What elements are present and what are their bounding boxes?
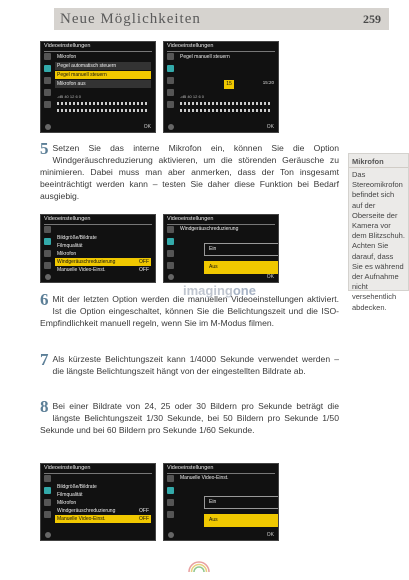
screen-title: Videoeinstellungen xyxy=(44,465,152,474)
help-icon xyxy=(168,274,174,280)
step-7 xyxy=(40,350,339,377)
ok-label: OK xyxy=(143,124,151,130)
page-number: 259 xyxy=(363,12,381,26)
step-text: Bei einer Bildrate von 24, 25 oder 30 Bildern pro Sekunde beträgt die längste Belichtungszeit 1/30 Sekunde, bei 50 Bildern pro Sekunde 1/50 Sekunde und bei 60 Bildern pro Sekunde 1/60 Sekunde. xyxy=(40,401,339,435)
level-value[interactable]: 15 xyxy=(224,80,234,89)
ok-label: OK xyxy=(266,124,274,130)
ok-label: OK xyxy=(266,532,274,538)
help-icon xyxy=(45,124,51,130)
option-ein[interactable]: Ein xyxy=(204,496,279,509)
step-text: Als kürzeste Belichtungszeit kann 1/4000 Sekunde verwendet werden – die längste Belichtungszeit hängt von der eingestellten Bildrate ab. xyxy=(52,354,339,376)
page-header xyxy=(54,8,389,30)
menu-item[interactable]: Pegel automatisch steuern xyxy=(55,62,151,70)
step-number: 8 xyxy=(40,397,49,416)
menu-tabs xyxy=(166,226,175,270)
menu-item[interactable]: Bildgröße/Bildrate xyxy=(57,484,97,490)
menu-item[interactable]: Windgeräuschreduzierung OFF xyxy=(57,508,149,514)
help-icon xyxy=(45,532,51,538)
chapter-title: Neue Möglichkeiten xyxy=(60,11,201,27)
level-right: 15:20 xyxy=(262,80,274,85)
screen-subtitle: Manuelle Video-Einst. xyxy=(180,475,229,481)
ok-label: OK xyxy=(266,274,274,280)
screen-title: Videoeinstellungen xyxy=(167,43,275,52)
menu-item-selected[interactable]: Pegel manuell steuern xyxy=(55,71,151,79)
option-aus[interactable]: Aus xyxy=(204,261,279,274)
step-5 xyxy=(40,139,339,202)
level-meter-r xyxy=(57,109,149,112)
level-scale: -dB 40 12 6 0 xyxy=(57,94,82,99)
camera-screen-manuelle-video xyxy=(163,463,279,541)
menu-item[interactable]: Mikrofon aus xyxy=(55,80,151,88)
level-meter-r xyxy=(180,109,272,112)
camera-screen-videoeinstellungen xyxy=(40,214,156,283)
menu-item[interactable]: Manuelle Video-Einst. OFF xyxy=(57,267,149,273)
camera-screen-windgeraeusch xyxy=(163,214,279,283)
step-text: Setzen Sie das interne Mikrofon ein, können Sie die Option Windgeräuschreduzierung aktivieren, um die störenden Geräusche zu minimieren. Dabei muss man aber anmerken, dass der Ton insgesamt beeinträchtigt werden kann – testen Sie daher diese Funktion bei Bedarf ausgiebig. xyxy=(40,143,339,201)
publisher-logo-icon xyxy=(186,560,212,574)
menu-item[interactable]: Bildgröße/Bildrate xyxy=(57,235,97,241)
sidebar-note xyxy=(348,153,409,312)
menu-tabs xyxy=(43,475,52,528)
screen-subtitle: Windgeräuschreduzierung xyxy=(180,226,239,232)
menu-item[interactable]: Filmqualität xyxy=(57,492,83,498)
screen-title: Videoeinstellungen xyxy=(44,43,152,52)
menu-item[interactable]: Mikrofon xyxy=(57,500,77,506)
step-number: 5 xyxy=(40,139,49,158)
option-ein[interactable]: Ein xyxy=(204,243,279,256)
screen-subtitle: Pegel manuell steuern xyxy=(180,54,230,60)
level-meter-l xyxy=(57,102,149,105)
step-8 xyxy=(40,397,339,436)
menu-item[interactable]: Mikrofon xyxy=(57,251,77,257)
menu-tabs xyxy=(43,53,52,120)
screen-title: Videoeinstellungen xyxy=(167,465,275,474)
menu-item[interactable]: Filmqualität xyxy=(57,243,83,249)
step-number: 7 xyxy=(40,350,49,369)
sidebar-title: Mikrofon xyxy=(349,154,408,168)
help-icon xyxy=(45,274,51,280)
screen-subtitle: Mikrofon xyxy=(57,54,77,60)
camera-screen-mikrofon xyxy=(40,41,156,133)
camera-screen-videoeinstellungen-2 xyxy=(40,463,156,541)
camera-screen-pegel xyxy=(163,41,279,133)
help-icon xyxy=(168,532,174,538)
screen-title: Videoeinstellungen xyxy=(167,216,275,225)
menu-item-selected[interactable]: Windgeräuschreduzierung OFF xyxy=(57,259,149,265)
watermark-logo: imagingone xyxy=(183,283,256,298)
menu-tabs xyxy=(166,475,175,528)
level-meter-l xyxy=(180,102,272,105)
step-number: 6 xyxy=(40,290,49,309)
level-scale: -dB 40 12 6 0 xyxy=(180,94,205,99)
help-icon xyxy=(168,124,174,130)
menu-item-selected[interactable]: Manuelle Video-Einst. OFF xyxy=(57,516,149,522)
option-aus[interactable]: Aus xyxy=(204,514,279,527)
menu-tabs xyxy=(166,53,175,120)
step-text: Mit der letzten Option werden die manuellen Videoeinstellungen aktiviert. Ist die Option eingeschaltet, können Sie die Belichtungszeit und die ISO-Empfindlichkeit manuell regeln, wenn Sie im M-Modus filmen. xyxy=(40,294,339,328)
sidebar-body: Das Stereomikrofon befindet sich auf der Oberseite der Kamera vor dem Blitzschuh. Achten Sie darauf, dass Sie es während der Aufnahme nicht versehentlich abdecken. xyxy=(352,170,405,312)
screen-title: Videoeinstellungen xyxy=(44,216,152,225)
menu-tabs xyxy=(43,226,52,270)
